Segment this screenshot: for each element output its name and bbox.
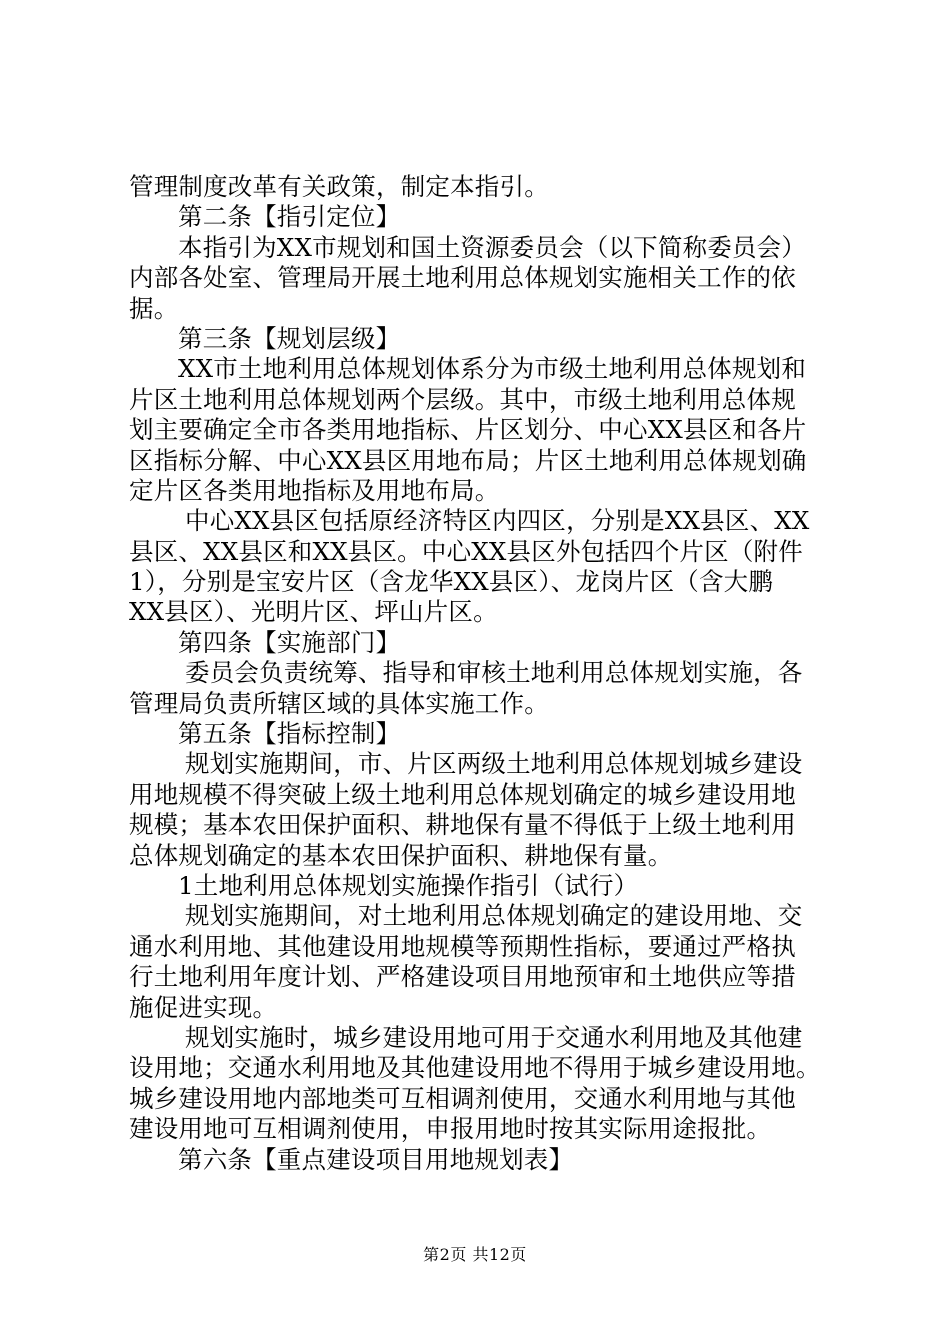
text-line: 管理局负责所辖区域的具体实施工作。 bbox=[129, 688, 549, 718]
text-line: 1），分别是宝安片区（含龙华XX县区）、龙岗片区（含大鹏 bbox=[129, 567, 774, 597]
section-heading: 第二条【指引定位】 bbox=[178, 202, 401, 232]
text-line: 用地规模不得突破上级土地利用总体规划确定的城乡建设用地 bbox=[129, 779, 796, 809]
text-line: 规划实施时，城乡建设用地可用于交通水利用地及其他建 bbox=[185, 1022, 803, 1052]
text-line: 施促进实现。 bbox=[129, 992, 278, 1022]
text-line: 通水利用地、其他建设用地规模等预期性指标，要通过严格执 bbox=[129, 931, 796, 961]
text-line: 委员会负责统筹、指导和审核土地利用总体规划实施，各 bbox=[185, 658, 803, 688]
text-line: 1土地利用总体规划实施操作指引（试行） bbox=[178, 870, 639, 900]
section-heading: 第六条【重点建设项目用地规划表】 bbox=[178, 1144, 574, 1174]
text-line: 管理制度改革有关政策，制定本指引。 bbox=[129, 172, 549, 201]
text-line: 行土地利用年度计划、严格建设项目用地预审和土地供应等措 bbox=[129, 962, 796, 992]
text-line: 城乡建设用地内部地类可互相调剂使用，交通水利用地与其他 bbox=[129, 1083, 796, 1113]
text-line: 建设用地可互相调剂使用，申报用地时按其实际用途报批。 bbox=[129, 1114, 772, 1144]
text-line: 总体规划确定的基本农田保护面积、耕地保有量。 bbox=[129, 840, 673, 870]
text-line: 区指标分解、中心XX县区用地布局；片区土地利用总体规划确 bbox=[129, 445, 807, 475]
text-line: XX市土地利用总体规划体系分为市级土地利用总体规划和 bbox=[178, 354, 807, 384]
text-line: 定片区各类用地指标及用地布局。 bbox=[129, 475, 500, 505]
text-line: 内部各处室、管理局开展土地利用总体规划实施相关工作的依 bbox=[129, 263, 796, 293]
page-number: 第2页 共12页 bbox=[423, 1245, 527, 1264]
section-heading: 第四条【实施部门】 bbox=[178, 627, 401, 657]
text-line: 片区土地利用总体规划两个层级。其中，市级土地利用总体规 bbox=[129, 384, 796, 414]
page-footer bbox=[0, 1245, 950, 1265]
document-body bbox=[129, 172, 833, 1175]
text-line: XX县区）、光明片区、坪山片区。 bbox=[129, 597, 498, 627]
text-line: 据。 bbox=[129, 293, 179, 323]
text-line: 设用地；交通水利用地及其他建设用地不得用于城乡建设用地。 bbox=[129, 1053, 821, 1083]
text-line: 规模；基本农田保护面积、耕地保有量不得低于上级土地利用 bbox=[129, 810, 796, 840]
text-line: 中心XX县区包括原经济特区内四区，分别是XX县区、XX bbox=[185, 506, 810, 536]
text-line: 规划实施期间，市、片区两级土地利用总体规划城乡建设 bbox=[185, 749, 803, 779]
text-line: 县区、XX县区和XX县区。中心XX县区外包括四个片区（附件 bbox=[129, 536, 803, 566]
text-line: 本指引为XX市规划和国土资源委员会（以下简称委员会） bbox=[178, 232, 807, 262]
section-heading: 第五条【指标控制】 bbox=[178, 719, 401, 749]
text-line: 规划实施期间，对土地利用总体规划确定的建设用地、交 bbox=[185, 901, 803, 931]
text-line: 划主要确定全市各类用地指标、片区划分、中心XX县区和各片 bbox=[129, 415, 807, 445]
section-heading: 第三条【规划层级】 bbox=[178, 323, 401, 353]
